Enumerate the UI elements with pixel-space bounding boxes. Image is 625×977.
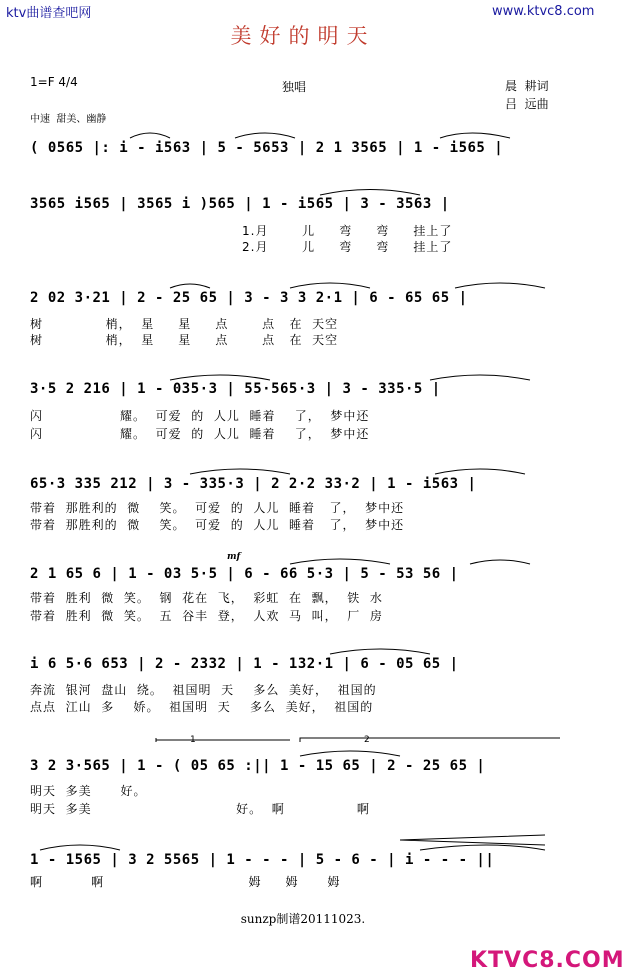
score-line-notes: 1 - 1565 | 3 2 5565 | 1 - - - | 5 - 6 - | i - - - || xyxy=(30,852,495,868)
score-lyric-verse1: 啊 啊 姆 姆 姆 xyxy=(30,875,341,889)
score-lyric-verse2: 闪 耀。 可爱 的 人儿 睡着 了， 梦中还 xyxy=(30,427,370,441)
tempo-marking: 中速 甜美、幽静 xyxy=(30,114,107,125)
score-line-notes: ( 0565 |: i - i563 | 5 - 5653 | 2 1 3565 | 1 - i565 | xyxy=(30,140,504,156)
score-lyric-verse2: 点点 江山 多 娇。 祖国明 天 多么 美好， 祖国的 xyxy=(30,700,374,714)
score-line-notes: i 6 5·6 653 | 2 - 2332 | 1 - 132·1 | 6 - 05 65 | xyxy=(30,656,459,672)
score-lyric-verse2: 明天 多美 好。 啊 啊 xyxy=(30,802,370,816)
site-name-top: ktv曲谱查吧网 xyxy=(6,6,92,21)
volta-1-label: 1 xyxy=(190,735,196,745)
composer: 吕 远曲 xyxy=(505,97,549,111)
score-lyric-verse1: 带着 胜利 微 笑。 钢 花在 飞， 彩虹 在 飘， 铁 水 xyxy=(30,591,383,605)
score-line-notes: 2 02 3·21 | 2 - 25 65 | 3 - 3 3 2·1 | 6 - 65 65 | xyxy=(30,290,468,306)
score-lyric-verse1: 奔流 银河 盘山 绕。 祖国明 天 多么 美好， 祖国的 xyxy=(30,683,377,697)
brand-logo: KTVC8.COM xyxy=(470,948,625,973)
score-lyric-verse2: 树 梢， 星 星 点 点 在 天空 xyxy=(30,333,339,347)
score-line-notes: 65·3 335 212 | 3 - 335·3 | 2 2·2 33·2 | 1 - i563 | xyxy=(30,476,477,492)
score-lyric-verse1: 闪 耀。 可爱 的 人儿 睡着 了， 梦中还 xyxy=(30,409,370,423)
score-lyric-verse2: 带着 胜利 微 笑。 五 谷丰 登， 人欢 马 叫， 厂 房 xyxy=(30,609,383,623)
site-url[interactable]: www.ktvc8.com xyxy=(492,4,595,19)
score-line-notes: 3565 i565 | 3565 i )565 | 1 - i565 | 3 - 3563 | xyxy=(30,196,450,212)
dynamic-marking: mf xyxy=(227,552,241,562)
key-signature: 1=F 4/4 xyxy=(30,75,78,89)
score-line-notes: 2 1 65 6 | 1 - 03 5·5 | 6 - 66 5·3 | 5 - 53 56 | xyxy=(30,566,459,582)
score-line-notes: 3 2 3·565 | 1 - ( 05 65 :|| 1 - 15 65 | 2 - 25 65 | xyxy=(30,758,486,774)
score-lyric-verse2: 2.月 儿 弯 弯 挂上了 xyxy=(242,240,453,254)
score-lyric-verse1: 树 梢， 星 星 点 点 在 天空 xyxy=(30,317,339,331)
song-title: 美好的明天 xyxy=(230,24,376,48)
performance-type: 独唱 xyxy=(282,80,307,94)
score-lyric-verse1: 1.月 儿 弯 弯 挂上了 xyxy=(242,224,453,238)
lyricist: 晨 耕词 xyxy=(505,79,549,93)
footer-credit: sunzp制谱20111023. xyxy=(240,912,366,926)
score-lyric-verse1: 明天 多美 好。 xyxy=(30,784,147,798)
score-lyric-verse2: 带着 那胜利的 微 笑。 可爱 的 人儿 睡着 了， 梦中还 xyxy=(30,518,405,532)
volta-2-label: 2 xyxy=(364,735,370,745)
score-line-notes: 3·5 2 216 | 1 - 035·3 | 55·565·3 | 3 - 335·5 | xyxy=(30,381,441,397)
score-lyric-verse1: 带着 那胜利的 微 笑。 可爱 的 人儿 睡着 了， 梦中还 xyxy=(30,501,405,515)
